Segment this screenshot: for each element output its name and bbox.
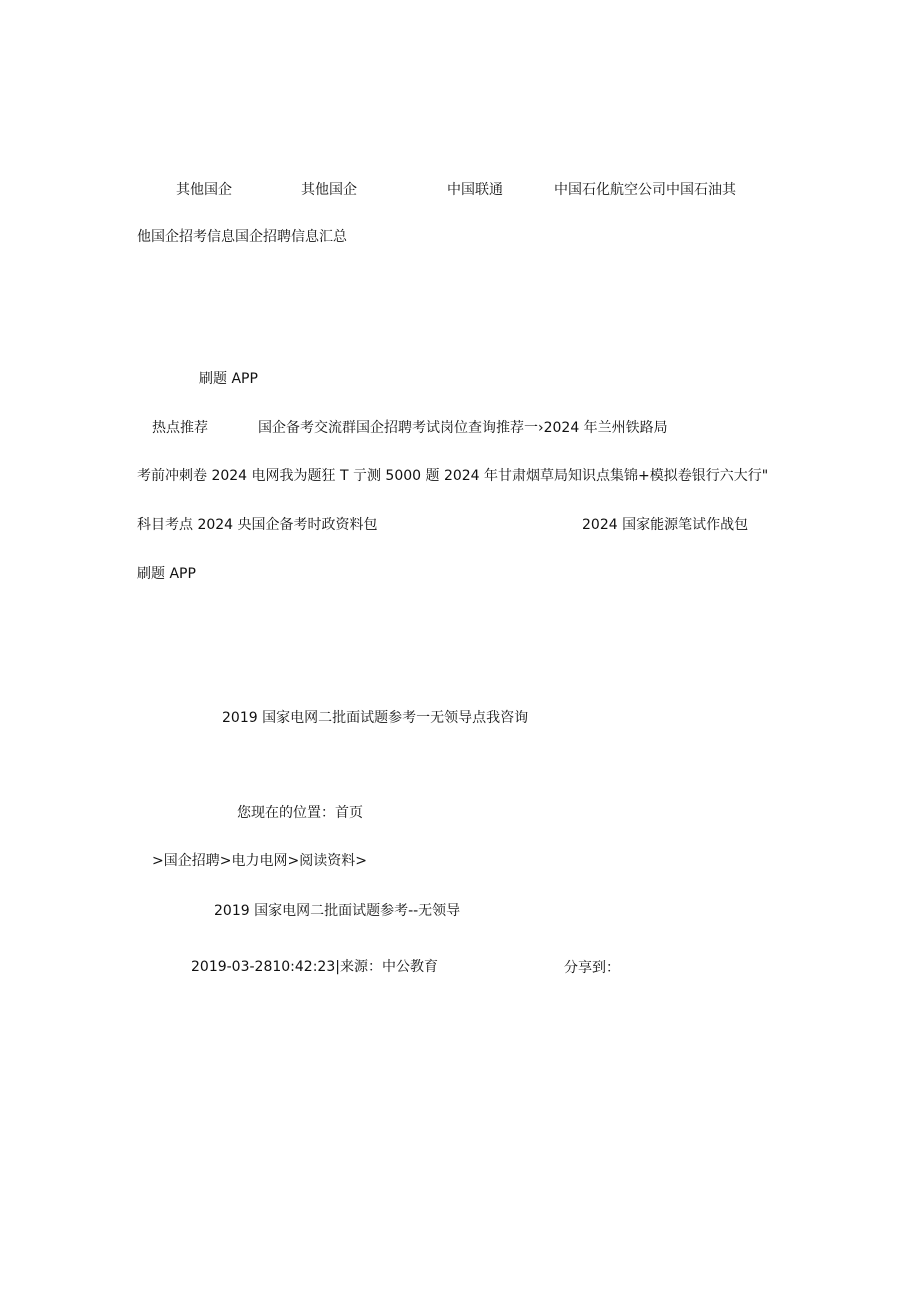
nav-link-other-soe-2[interactable]: 其他国企: [301, 182, 357, 198]
article-meta: 2019-03-2810:42:23|来源：中公教育: [191, 959, 438, 975]
breadcrumb-location: 您现在的位置：首页: [237, 805, 363, 821]
nav-link-sinopec-aviation[interactable]: 中国石化航空公司中国石油其: [554, 182, 736, 198]
nav-link-other-soe-1[interactable]: 其他国企: [176, 182, 232, 198]
nav-link-china-unicom[interactable]: 中国联通: [447, 182, 503, 198]
consult-link[interactable]: 2019 国家电网二批面试题参考一无领导点我咨询: [222, 710, 529, 726]
hot-recommend-line-1[interactable]: 国企备考交流群国企招聘考试岗位查询推荐一›2024 年兰州铁路局: [258, 420, 668, 436]
nav-link-soe-recruitment-summary[interactable]: 他国企招考信息国企招聘信息汇总: [137, 229, 347, 245]
article-title: 2019 国家电网二批面试题参考--无领导: [214, 903, 461, 919]
share-label: 分享到：: [564, 960, 620, 976]
hot-recommend-line-3[interactable]: 科目考点 2024 央国企备考时政资料包: [137, 517, 378, 533]
practice-app-link[interactable]: 刷题 APP: [199, 371, 258, 387]
practice-app-link-2[interactable]: 刷题 APP: [137, 566, 196, 582]
hot-recommend-title: 热点推荐: [152, 420, 208, 436]
breadcrumb[interactable]: >国企招聘>电力电网>阅读资料>: [152, 853, 367, 869]
energy-exam-pack-link[interactable]: 2024 国家能源笔试作战包: [582, 517, 749, 533]
hot-recommend-line-2[interactable]: 考前冲刺卷 2024 电网我为题狂 T 亍测 5000 题 2024 年甘肃烟草局知识点集锦+模拟卷银行六大行": [137, 468, 769, 484]
